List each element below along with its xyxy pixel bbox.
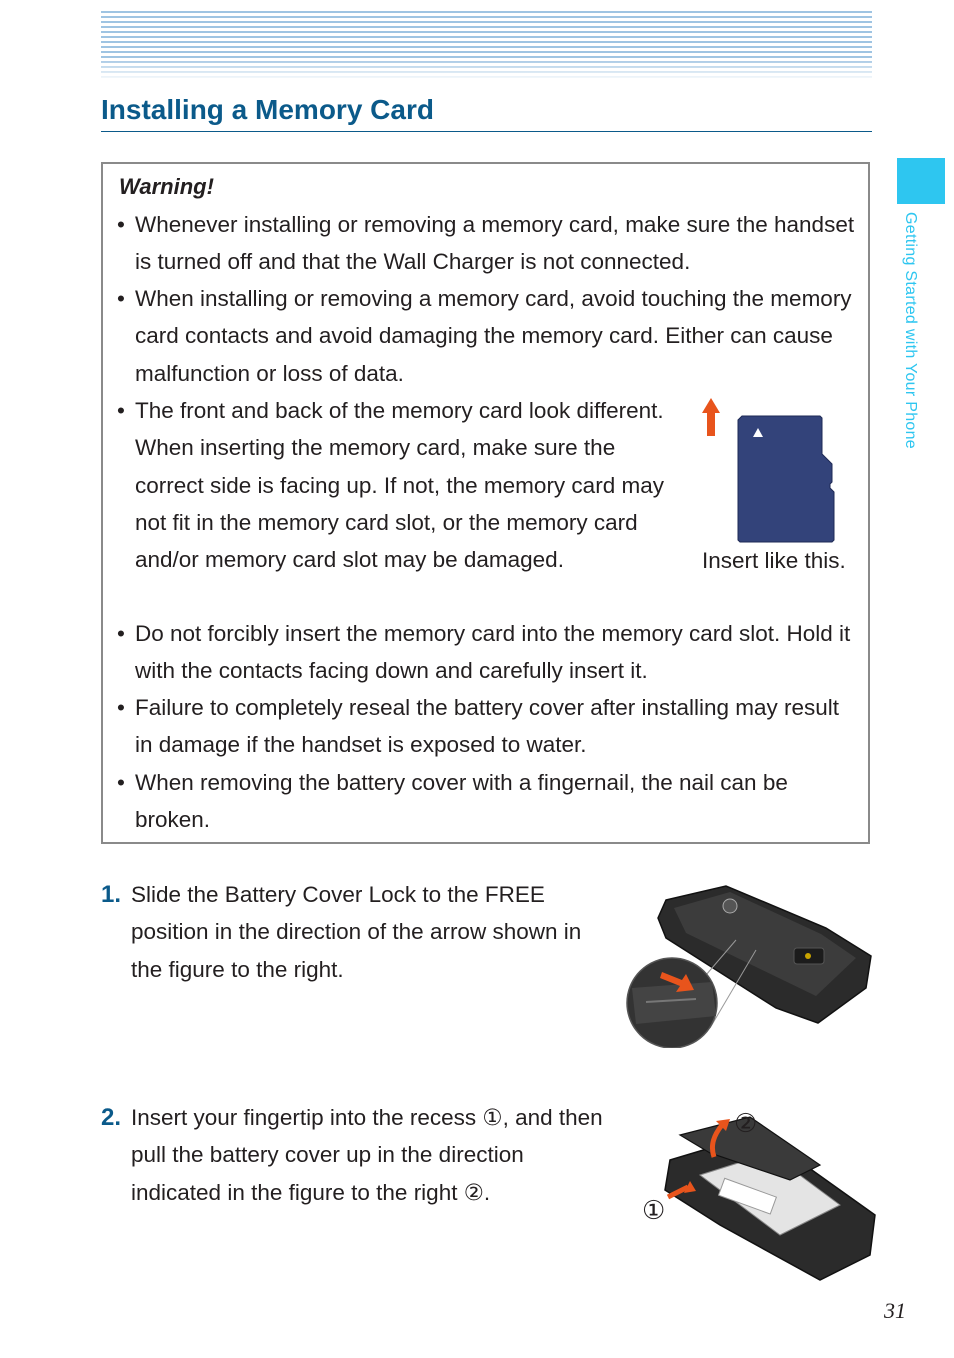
warning-item <box>117 764 857 839</box>
memory-card-icon <box>738 416 834 542</box>
chapter-tab <box>897 158 945 204</box>
memory-card-figure <box>700 398 850 548</box>
figure-caption: Insert like this. <box>702 548 846 573</box>
warning-item-text: Whenever installing or removing a memory card, make sure the handset is turned off and that the Wall Charger is not connected. <box>135 212 855 275</box>
warning-item-text: When installing or removing a memory card, avoid touching the memory card contacts and avoid damaging the memory card. Either can cause malfunction or loss of data. <box>135 286 852 386</box>
page-number: 31 <box>884 1298 906 1323</box>
battery-cover-removal-figure <box>640 1105 876 1283</box>
warning-item-text: When removing the battery cover with a fingernail, the nail can be broken. <box>135 770 788 833</box>
figure-label-pull: ② <box>734 1108 758 1138</box>
bullet-icon: • <box>117 212 125 237</box>
warning-item <box>117 392 687 578</box>
warning-item <box>117 689 857 764</box>
bullet-icon: • <box>117 770 125 795</box>
warning-item <box>117 280 857 392</box>
header-decoration <box>101 11 872 79</box>
step-number: 1. <box>101 881 122 908</box>
step-text: Slide the Battery Cover Lock to the FREE position in the direction of the arrow shown in the figure to the right. <box>131 882 582 982</box>
step-1 <box>101 876 611 988</box>
step-text: Insert your fingertip into the recess ①, and then pull the battery cover up in the direction indicated in the figure to the right ②. <box>131 1105 603 1205</box>
warning-item-text: Failure to completely reseal the battery cover after installing may result in damage if the handset is exposed to water. <box>135 695 840 758</box>
warning-title: Warning! <box>119 174 214 199</box>
up-arrow-icon <box>702 398 720 436</box>
warning-item-text: Do not forcibly insert the memory card into the memory card slot. Hold it with the contacts facing down and carefully insert it. <box>135 621 851 684</box>
warning-item-text: The front and back of the memory card look different. When inserting the memory card, make sure the correct side is facing up. If not, the memory card may not fit in the memory card slot, or the memory card and/or memory card slot may be damaged. <box>135 398 664 573</box>
bullet-icon: • <box>117 695 125 720</box>
warning-item <box>117 615 857 690</box>
bullet-icon: • <box>117 398 125 423</box>
battery-cover-lock-figure <box>626 878 876 1048</box>
bullet-icon: • <box>117 286 125 311</box>
figure-label-recess: ① <box>642 1195 666 1225</box>
step-number: 2. <box>101 1104 122 1131</box>
chapter-tab-label: Getting Started with Your Phone <box>902 212 919 450</box>
bullet-icon: • <box>117 621 125 646</box>
step-2 <box>101 1099 611 1211</box>
section-title: Installing a Memory Card <box>101 93 872 132</box>
warning-item <box>117 206 857 281</box>
